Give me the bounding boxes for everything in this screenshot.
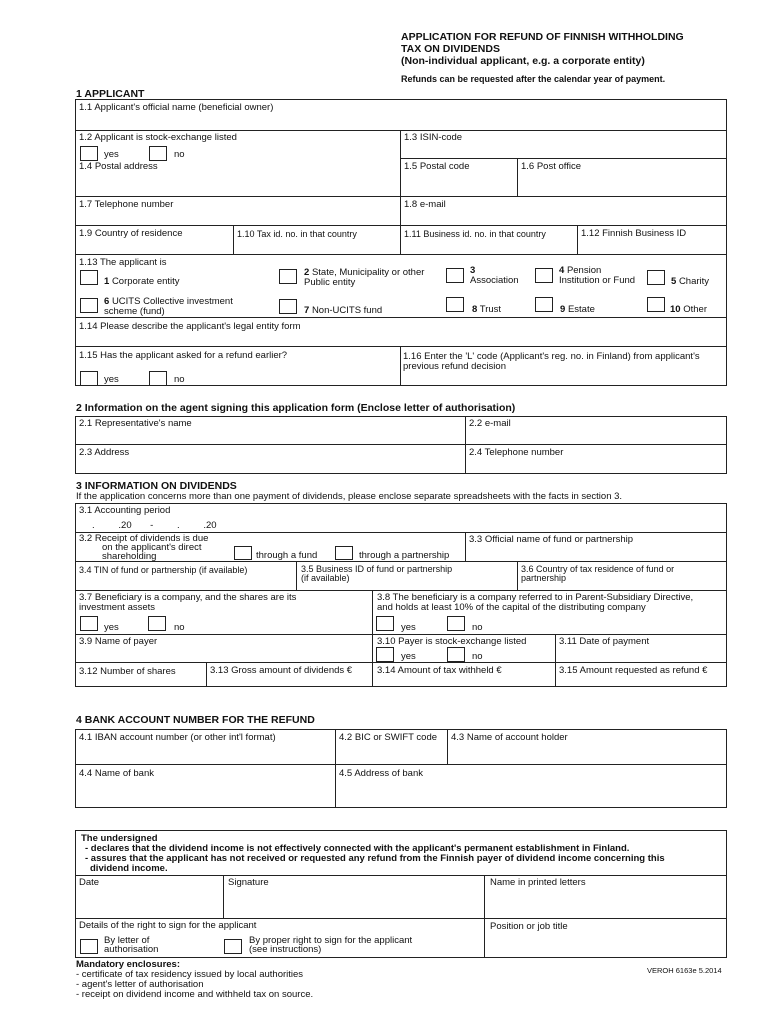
date-label: Date	[79, 877, 100, 888]
receipt-fund-checkbox[interactable]	[234, 546, 252, 560]
field-3-7-label: 3.7 Beneficiary is a company, and the shares are its	[79, 592, 297, 603]
section4-heading: 4 BANK ACCOUNT NUMBER FOR THE REFUND	[76, 714, 315, 726]
form-title-line2: TAX ON DIVIDENDS	[401, 43, 500, 55]
type-6-checkbox[interactable]	[80, 298, 98, 313]
field-2-2-label: 2.2 e-mail	[469, 418, 511, 429]
field-1-9-label: 1.9 Country of residence	[79, 228, 183, 239]
tax-withheld-input[interactable]	[373, 677, 554, 686]
gross-amount-input[interactable]	[207, 677, 371, 686]
field-2-1-label: 2.1 Representative's name	[79, 418, 192, 429]
beneficiary-no-checkbox[interactable]	[148, 616, 166, 631]
type-2-label-line2: Public entity	[304, 277, 356, 288]
field-1-3-label: 1.3 ISIN-code	[404, 132, 463, 143]
receipt-partnership-label: through a partnership	[359, 550, 450, 561]
field-1-5-label: 1.5 Postal code	[404, 161, 470, 172]
type-9-label: 9 Estate	[560, 304, 595, 315]
field-3-2-label: 3.2 Receipt of dividends is due	[79, 533, 209, 544]
earlier-no-label: no	[174, 374, 185, 385]
type-7-checkbox[interactable]	[279, 299, 297, 314]
beneficiary-yes-checkbox[interactable]	[80, 616, 98, 631]
section2-heading: 2 Information on the agent signing this application form (Enclose letter of authorisation)	[76, 402, 516, 414]
field-4-4-label: 4.4 Name of bank	[79, 768, 154, 779]
right-to-sign-label: Details of the right to sign for the applicant	[79, 920, 257, 931]
field-3-12-label: 3.12 Number of shares	[79, 666, 176, 677]
field-3-8-label: 3.8 The beneficiary is a company referred to in Parent-Subsidiary Directive,	[377, 592, 694, 603]
l-code-input[interactable]	[401, 373, 726, 385]
by-letter-label: By letter of	[104, 935, 150, 946]
field-3-5-label: 3.5 Business ID of fund or partnership	[301, 564, 453, 574]
printed-name-label: Name in printed letters	[490, 877, 586, 888]
type-2-checkbox[interactable]	[279, 269, 297, 284]
bank-name-input[interactable]	[76, 780, 334, 807]
enclosure-3: - receipt on dividend income and withheld tax on source.	[76, 989, 314, 1000]
field-1-16-label: 1.16 Enter the 'L' code (Applicant's reg. no. in Finland) from applicant's	[403, 351, 700, 362]
beneficiary-no-label: no	[174, 622, 185, 633]
payer-name-input[interactable]	[76, 648, 371, 661]
accounting-period-input[interactable]: . .20 - . .20	[92, 520, 217, 531]
fund-tin-input[interactable]	[76, 576, 295, 589]
field-4-1-label: 4.1 IBAN account number (or other int'l format)	[79, 732, 276, 743]
payer-listed-yes-checkbox[interactable]	[376, 647, 394, 662]
receipt-opt1-label: on the applicant's direct	[102, 542, 202, 553]
field-1-11-label: 1.11 Business id. no. in that country	[404, 229, 546, 239]
field-4-5-label: 4.5 Address of bank	[339, 768, 423, 779]
bic-input[interactable]	[336, 744, 446, 763]
tax-id-input[interactable]	[234, 240, 399, 253]
by-right-label-line2: (see instructions)	[249, 944, 322, 955]
type-5-label: 5 Charity	[671, 276, 710, 287]
declaration-line3: dividend income.	[90, 863, 168, 874]
enclosure-2: - agent's letter of authorisation	[76, 979, 204, 990]
shares-input[interactable]	[76, 677, 205, 686]
field-1-8-label: 1.8 e-mail	[404, 199, 446, 210]
payment-date-input[interactable]	[556, 648, 726, 661]
field-1-7-label: 1.7 Telephone number	[79, 199, 174, 210]
by-letter-label-line2: authorisation	[104, 944, 159, 955]
type-4-label-line2: Institution or Fund	[559, 275, 636, 286]
country-residence-input[interactable]	[76, 240, 232, 253]
declaration-undersigned: The undersigned	[81, 833, 158, 844]
representative-email-input[interactable]	[466, 430, 726, 443]
refund-note: Refunds can be requested after the calendar year of payment.	[401, 74, 666, 84]
postal-code-input[interactable]	[401, 173, 516, 195]
type-1-label: 1 Corporate entity	[104, 276, 180, 287]
field-4-3-label: 4.3 Name of account holder	[451, 732, 568, 743]
iban-input[interactable]	[76, 744, 334, 763]
form-title-line1: APPLICATION FOR REFUND OF FINNISH WITHHOLDING	[401, 31, 684, 43]
post-office-input[interactable]	[518, 173, 726, 195]
legal-form-input[interactable]	[76, 333, 726, 345]
beneficiary-yes-label: yes	[104, 622, 119, 633]
account-holder-input[interactable]	[448, 744, 726, 763]
field-1-13-label: 1.13 The applicant is	[79, 257, 167, 268]
field-3-9-label: 3.9 Name of payer	[79, 636, 158, 647]
type-3-checkbox[interactable]	[446, 268, 464, 283]
listed-no-label: no	[174, 149, 185, 160]
type-8-checkbox[interactable]	[446, 297, 464, 312]
field-3-7-label-line2: investment assets	[79, 602, 156, 613]
telephone-input[interactable]	[76, 211, 399, 224]
mandatory-enclosures-heading: Mandatory enclosures:	[76, 959, 180, 970]
type-2-label: 2 State, Municipality or other	[304, 267, 425, 278]
field-3-8-label-line2: and holds at least 10% of the capital of the distributing company	[377, 602, 646, 613]
position-input[interactable]	[485, 933, 726, 957]
earlier-yes-label: yes	[104, 374, 119, 385]
field-1-10-label: 1.10 Tax id. no. in that country	[237, 229, 357, 239]
type-4-checkbox[interactable]	[535, 268, 553, 283]
field-1-2-label: 1.2 Applicant is stock-exchange listed	[79, 132, 237, 143]
field-3-11-label: 3.11 Date of payment	[559, 636, 650, 647]
parent-sub-no-checkbox[interactable]	[447, 616, 465, 631]
position-label: Position or job title	[490, 921, 568, 932]
receipt-partnership-checkbox[interactable]	[335, 546, 353, 560]
receipt-opt1-label-line2: shareholding	[102, 551, 157, 562]
field-3-10-label: 3.10 Payer is stock-exchange listed	[377, 636, 527, 647]
type-5-checkbox[interactable]	[647, 270, 665, 285]
listed-no-checkbox[interactable]	[149, 146, 167, 161]
date-input[interactable]	[76, 889, 222, 917]
field-1-15-label: 1.15 Has the applicant asked for a refund earlier?	[79, 350, 288, 361]
representative-phone-input[interactable]	[466, 459, 726, 473]
section3-note: If the application concerns more than one payment of dividends, please enclose separate spreadsheets with the facts in section 3.	[76, 491, 623, 502]
refund-amount-input[interactable]	[556, 677, 726, 686]
field-3-14-label: 3.14 Amount of tax withheld €	[377, 665, 502, 676]
type-6-label: 6 UCITS Collective investment	[104, 296, 233, 307]
type-3-label: Association	[470, 275, 519, 286]
parent-sub-no-label: no	[472, 622, 483, 633]
declaration-line1: - declares that the dividend income is not effectively connected with the applicant's permanent establishment in Finland.	[85, 843, 630, 854]
applicant-name-input[interactable]	[76, 114, 726, 129]
payer-listed-yes-label: yes	[401, 651, 416, 662]
parent-sub-yes-checkbox[interactable]	[376, 616, 394, 631]
earlier-yes-checkbox[interactable]	[80, 371, 98, 386]
type-7-label: 7 Non-UCITS fund	[304, 305, 383, 316]
type-10-label: 10 Other	[670, 304, 707, 315]
field-3-5-label-line2: (if available)	[301, 573, 350, 583]
field-1-4-label: 1.4 Postal address	[79, 161, 158, 172]
payer-listed-no-label: no	[472, 651, 483, 662]
representative-name-input[interactable]	[76, 430, 464, 443]
field-3-6-label-line2: partnership	[521, 573, 567, 583]
section1-heading: 1 APPLICANT	[76, 88, 145, 100]
representative-address-input[interactable]	[76, 459, 464, 473]
finnish-business-id-input[interactable]	[578, 240, 726, 253]
type-8-label: 8 Trust	[472, 304, 502, 315]
field-2-3-label: 2.3 Address	[79, 447, 130, 458]
type-1-checkbox[interactable]	[80, 270, 98, 285]
field-3-13-label: 3.13 Gross amount of dividends €	[210, 665, 353, 676]
type-6-label-line2: scheme (fund)	[104, 306, 165, 317]
field-2-4-label: 2.4 Telephone number	[469, 447, 564, 458]
type-4-label: 4 Pension	[559, 265, 602, 276]
enclosure-1: - certificate of tax residency issued by local authorities	[76, 969, 304, 980]
field-1-6-label: 1.6 Post office	[521, 161, 582, 172]
by-right-checkbox[interactable]	[224, 939, 242, 954]
field-3-3-label: 3.3 Official name of fund or partnership	[469, 534, 634, 545]
by-letter-checkbox[interactable]	[80, 939, 98, 954]
field-4-2-label: 4.2 BIC or SWIFT code	[339, 732, 438, 743]
postal-address-input[interactable]	[76, 173, 399, 195]
earlier-no-checkbox[interactable]	[149, 371, 167, 386]
field-1-1-label: 1.1 Applicant's official name (beneficial owner)	[79, 102, 274, 113]
field-3-4-label: 3.4 TIN of fund or partnership (if available)	[79, 565, 248, 575]
business-id-input[interactable]	[401, 240, 576, 253]
field-3-1-label: 3.1 Accounting period	[79, 505, 171, 516]
section3-heading: 3 INFORMATION ON DIVIDENDS	[76, 480, 237, 492]
field-1-12-label: 1.12 Finnish Business ID	[581, 228, 687, 239]
declaration-line2: - assures that the applicant has not received or requested any refund from the Finnish payer of dividend income concerning this	[85, 853, 665, 864]
form-code: VEROH 6163e 5.2014	[647, 966, 722, 975]
field-3-6-label: 3.6 Country of tax residence of fund or	[521, 564, 675, 574]
email-input[interactable]	[401, 211, 726, 224]
printed-name-input[interactable]	[485, 889, 726, 917]
type-10-checkbox[interactable]	[647, 297, 665, 312]
field-1-14-label: 1.14 Please describe the applicant's legal entity form	[79, 321, 301, 332]
form-title-line3: (Non-individual applicant, e.g. a corporate entity)	[401, 55, 645, 67]
listed-yes-label: yes	[104, 149, 119, 160]
signature-label: Signature	[228, 877, 269, 888]
signature-field[interactable]	[224, 889, 483, 917]
payer-listed-no-checkbox[interactable]	[447, 647, 465, 662]
listed-yes-checkbox[interactable]	[80, 146, 98, 161]
by-right-label: By proper right to sign for the applicant	[249, 935, 413, 946]
type-9-checkbox[interactable]	[535, 297, 553, 312]
type-3-num: 3	[470, 265, 476, 276]
field-1-16-label-line2: previous refund decision	[403, 361, 506, 372]
field-3-15-label: 3.15 Amount requested as refund €	[559, 665, 708, 676]
isin-input[interactable]	[401, 144, 726, 157]
fund-name-input[interactable]	[466, 546, 726, 560]
parent-sub-yes-label: yes	[401, 622, 416, 633]
bank-address-input[interactable]	[336, 780, 726, 807]
receipt-fund-label: through a fund	[256, 550, 318, 561]
